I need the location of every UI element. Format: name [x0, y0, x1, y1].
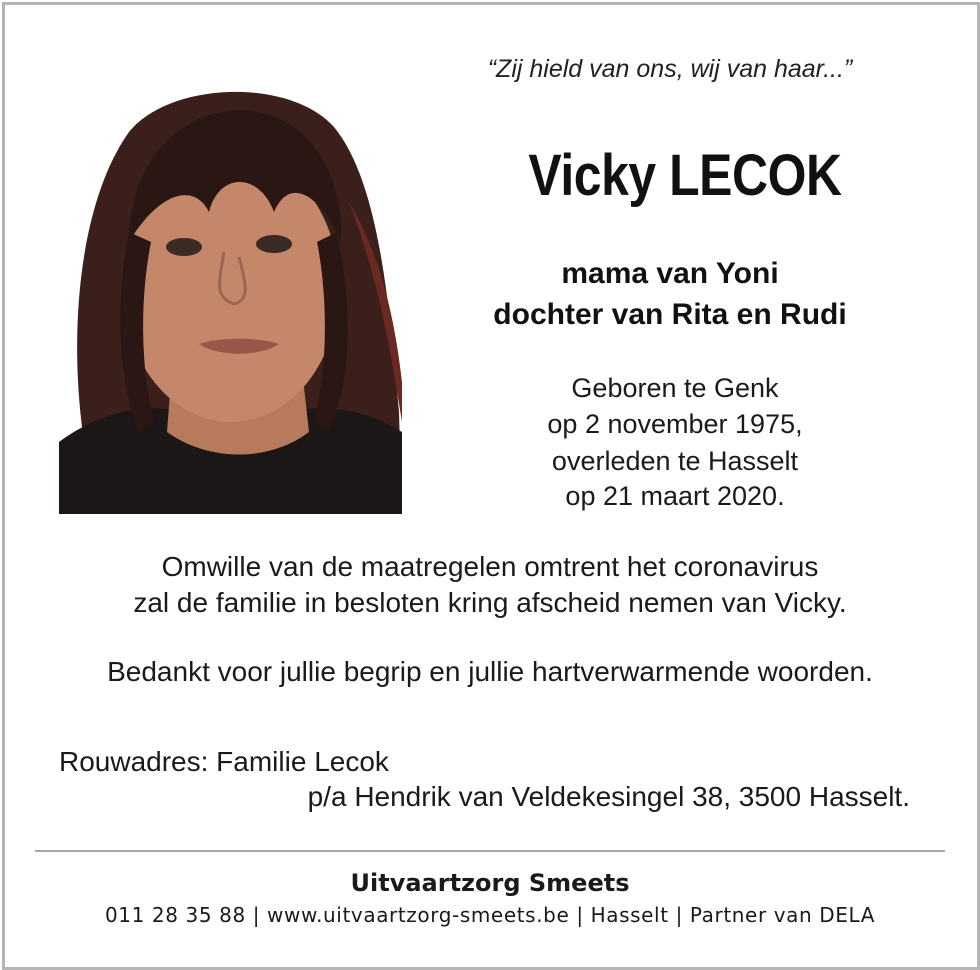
- footer-divider: [35, 850, 945, 852]
- birth-place: Geboren te Genk: [571, 373, 779, 403]
- condolence-address-street: p/a Hendrik van Veldekesingel 38, 3500 Hasselt.: [307, 781, 910, 812]
- relation-mother: mama van Yoni: [561, 257, 779, 290]
- relation-daughter: dochter van Rita en Rudi: [493, 298, 847, 331]
- memorial-quote: “Zij hield van ons, wij van haar...”: [487, 55, 853, 83]
- condolence-address-label: Rouwadres: Familie Lecok: [59, 746, 389, 777]
- message-line-2: zal de familie in besloten kring afscheid nemen van Vicky.: [133, 587, 847, 618]
- birth-date: op 2 november 1975,: [547, 409, 803, 439]
- funeral-company-name: Uitvaartzorg Smeets: [350, 869, 630, 897]
- deceased-name: Vicky LECOK: [528, 143, 842, 208]
- death-date: op 21 maart 2020.: [565, 481, 785, 511]
- funeral-company-contact: 011 28 35 88 | www.uitvaartzorg-smeets.be | Hasselt | Partner van DELA: [104, 903, 875, 927]
- portrait-photo: [59, 82, 402, 514]
- message-line-1: Omwille van de maatregelen omtrent het coronavirus: [161, 551, 819, 582]
- thanks-line: Bedankt voor jullie begrip en jullie hartverwarmende woorden.: [107, 656, 873, 687]
- death-place: overleden te Hasselt: [551, 446, 799, 476]
